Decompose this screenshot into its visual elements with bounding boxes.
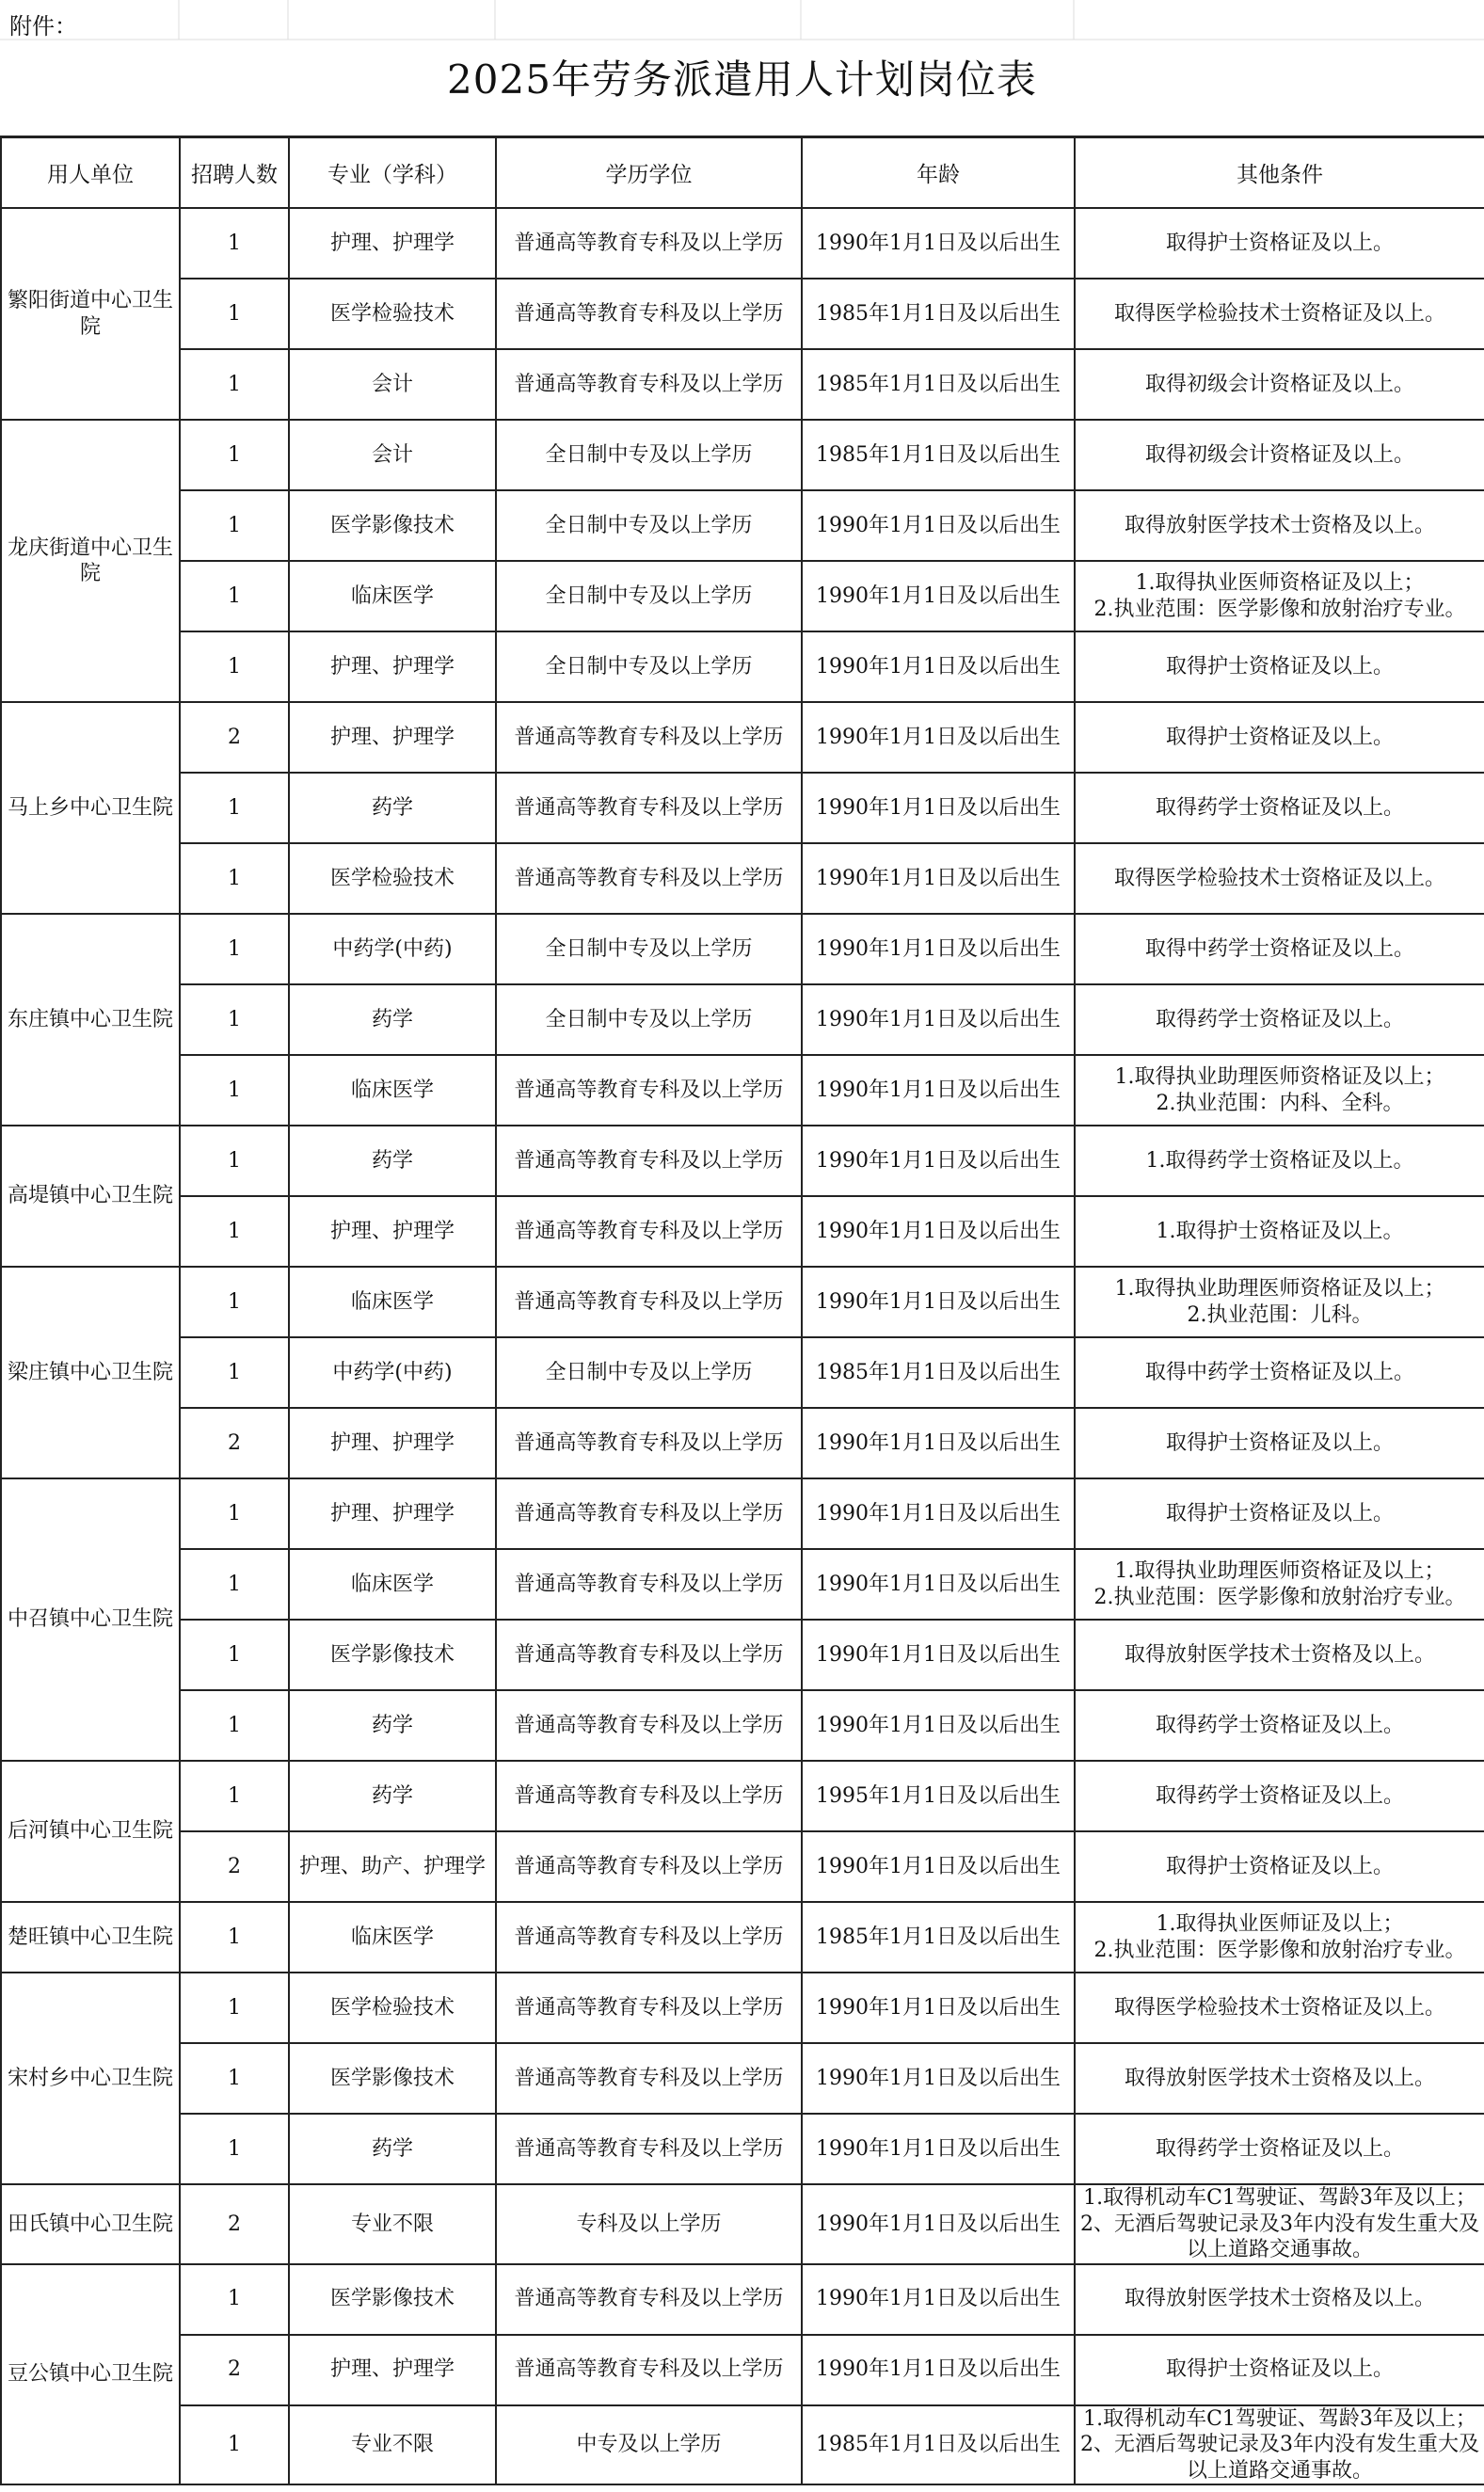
major-cell: 药学 xyxy=(289,1761,496,1831)
headcount-cell: 1 xyxy=(180,1267,289,1337)
age-cell: 1990年1月1日及以后出生 xyxy=(802,1196,1075,1267)
education-cell: 普通高等教育专科及以上学历 xyxy=(496,1196,802,1267)
table-row xyxy=(1,2264,1484,2335)
education-cell: 普通高等教育专科及以上学历 xyxy=(496,702,802,773)
major-cell: 护理、护理学 xyxy=(289,702,496,773)
education-cell: 普通高等教育专科及以上学历 xyxy=(496,1408,802,1478)
conditions-cell: 取得放射医学技术士资格及以上。 xyxy=(1075,490,1484,561)
education-cell: 普通高等教育专科及以上学历 xyxy=(496,1831,802,1902)
conditions-cell: 取得护士资格证及以上。 xyxy=(1075,702,1484,773)
age-cell: 1995年1月1日及以后出生 xyxy=(802,1761,1075,1831)
education-cell: 全日制中专及以上学历 xyxy=(496,420,802,490)
age-cell: 1990年1月1日及以后出生 xyxy=(802,208,1075,279)
table-row xyxy=(1,1478,1484,1549)
table-row xyxy=(1,208,1484,279)
table-body xyxy=(1,208,1484,2484)
education-cell: 专科及以上学历 xyxy=(496,2184,802,2264)
conditions-cell: 取得药学士资格证及以上。 xyxy=(1075,1761,1484,1831)
conditions-cell: 取得药学士资格证及以上。 xyxy=(1075,984,1484,1055)
conditions-cell: 1.取得机动车C1驾驶证、驾龄3年及以上；2、无酒后驾驶记录及3年内没有发生重大及以上道路交通事故。 xyxy=(1075,2405,1484,2485)
employer-unit-cell: 东庄镇中心卫生院 xyxy=(1,914,180,1126)
education-cell: 普通高等教育专科及以上学历 xyxy=(496,1690,802,1761)
major-cell: 会计 xyxy=(289,349,496,420)
education-cell: 普通高等教育专科及以上学历 xyxy=(496,1126,802,1196)
education-cell: 普通高等教育专科及以上学历 xyxy=(496,1973,802,2043)
employer-unit-cell: 田氏镇中心卫生院 xyxy=(1,2184,180,2264)
age-cell: 1990年1月1日及以后出生 xyxy=(802,702,1075,773)
headcount-cell: 2 xyxy=(180,702,289,773)
conditions-cell: 1.取得护士资格证及以上。 xyxy=(1075,1196,1484,1267)
conditions-cell: 取得药学士资格证及以上。 xyxy=(1075,2114,1484,2184)
conditions-cell: 取得中药学士资格证及以上。 xyxy=(1075,914,1484,984)
conditions-cell: 取得护士资格证及以上。 xyxy=(1075,1831,1484,1902)
headcount-cell: 1 xyxy=(180,843,289,914)
conditions-cell: 取得护士资格证及以上。 xyxy=(1075,631,1484,702)
table-row xyxy=(1,1196,1484,1267)
table-row xyxy=(1,279,1484,349)
headcount-cell: 1 xyxy=(180,1973,289,2043)
employer-unit-cell: 高堤镇中心卫生院 xyxy=(1,1126,180,1267)
employer-unit-cell: 豆公镇中心卫生院 xyxy=(1,2264,180,2485)
conditions-cell: 取得中药学士资格证及以上。 xyxy=(1075,1337,1484,1408)
major-cell: 医学影像技术 xyxy=(289,490,496,561)
table-row xyxy=(1,1126,1484,1196)
education-cell: 普通高等教育专科及以上学历 xyxy=(496,1761,802,1831)
major-cell: 医学检验技术 xyxy=(289,843,496,914)
major-cell: 专业不限 xyxy=(289,2405,496,2485)
headcount-cell: 1 xyxy=(180,1690,289,1761)
table-row xyxy=(1,1549,1484,1620)
conditions-cell: 取得放射医学技术士资格及以上。 xyxy=(1075,2043,1484,2114)
age-cell: 1990年1月1日及以后出生 xyxy=(802,1055,1075,1126)
age-cell: 1990年1月1日及以后出生 xyxy=(802,984,1075,1055)
age-cell: 1990年1月1日及以后出生 xyxy=(802,1408,1075,1478)
education-cell: 全日制中专及以上学历 xyxy=(496,561,802,631)
conditions-cell: 取得医学检验技术士资格证及以上。 xyxy=(1075,843,1484,914)
headcount-cell: 1 xyxy=(180,1196,289,1267)
education-cell: 普通高等教育专科及以上学历 xyxy=(496,2114,802,2184)
age-cell: 1990年1月1日及以后出生 xyxy=(802,1973,1075,2043)
education-cell: 普通高等教育专科及以上学历 xyxy=(496,279,802,349)
major-cell: 药学 xyxy=(289,1126,496,1196)
education-cell: 中专及以上学历 xyxy=(496,2405,802,2485)
education-cell: 普通高等教育专科及以上学历 xyxy=(496,1267,802,1337)
table-row xyxy=(1,631,1484,702)
age-cell: 1990年1月1日及以后出生 xyxy=(802,2184,1075,2264)
table-row xyxy=(1,1761,1484,1831)
education-cell: 普通高等教育专科及以上学历 xyxy=(496,1478,802,1549)
headcount-cell: 1 xyxy=(180,349,289,420)
employer-unit-cell: 后河镇中心卫生院 xyxy=(1,1761,180,1902)
major-cell: 临床医学 xyxy=(289,561,496,631)
headcount-cell: 1 xyxy=(180,420,289,490)
table-row xyxy=(1,702,1484,773)
header-unit: 用人单位 xyxy=(1,137,180,208)
table-row xyxy=(1,561,1484,631)
headcount-cell: 2 xyxy=(180,2335,289,2405)
age-cell: 1990年1月1日及以后出生 xyxy=(802,490,1075,561)
table-row xyxy=(1,773,1484,843)
header-major: 专业（学科） xyxy=(289,137,496,208)
headcount-cell: 1 xyxy=(180,1337,289,1408)
major-cell: 护理、护理学 xyxy=(289,208,496,279)
headcount-cell: 1 xyxy=(180,279,289,349)
table-row xyxy=(1,1690,1484,1761)
education-cell: 普通高等教育专科及以上学历 xyxy=(496,208,802,279)
education-cell: 普通高等教育专科及以上学历 xyxy=(496,773,802,843)
table-row xyxy=(1,2114,1484,2184)
headcount-cell: 1 xyxy=(180,631,289,702)
education-cell: 普通高等教育专科及以上学历 xyxy=(496,1620,802,1690)
major-cell: 医学检验技术 xyxy=(289,279,496,349)
headcount-cell: 1 xyxy=(180,2043,289,2114)
age-cell: 1990年1月1日及以后出生 xyxy=(802,1620,1075,1690)
employer-unit-cell: 龙庆街道中心卫生院 xyxy=(1,420,180,702)
age-cell: 1990年1月1日及以后出生 xyxy=(802,561,1075,631)
education-cell: 普通高等教育专科及以上学历 xyxy=(496,2043,802,2114)
age-cell: 1985年1月1日及以后出生 xyxy=(802,1337,1075,1408)
major-cell: 会计 xyxy=(289,420,496,490)
education-cell: 普通高等教育专科及以上学历 xyxy=(496,1902,802,1973)
employer-unit-cell: 梁庄镇中心卫生院 xyxy=(1,1267,180,1478)
major-cell: 护理、护理学 xyxy=(289,2335,496,2405)
education-cell: 全日制中专及以上学历 xyxy=(496,1337,802,1408)
conditions-cell: 取得药学士资格证及以上。 xyxy=(1075,1690,1484,1761)
age-cell: 1990年1月1日及以后出生 xyxy=(802,1831,1075,1902)
conditions-cell: 取得医学检验技术士资格证及以上。 xyxy=(1075,279,1484,349)
education-cell: 普通高等教育专科及以上学历 xyxy=(496,2264,802,2335)
table-row xyxy=(1,490,1484,561)
headcount-cell: 1 xyxy=(180,1549,289,1620)
conditions-cell: 1.取得机动车C1驾驶证、驾龄3年及以上；2、无酒后驾驶记录及3年内没有发生重大及以上道路交通事故。 xyxy=(1075,2184,1484,2264)
headcount-cell: 2 xyxy=(180,1831,289,1902)
table-row xyxy=(1,843,1484,914)
major-cell: 护理、护理学 xyxy=(289,1478,496,1549)
table-row xyxy=(1,1267,1484,1337)
conditions-cell: 取得放射医学技术士资格及以上。 xyxy=(1075,2264,1484,2335)
headcount-cell: 1 xyxy=(180,1478,289,1549)
page-title: 2025年劳务派遣用人计划岗位表 xyxy=(447,56,1037,103)
table-row xyxy=(1,2043,1484,2114)
age-cell: 1990年1月1日及以后出生 xyxy=(802,914,1075,984)
header-education: 学历学位 xyxy=(496,137,802,208)
employer-unit-cell: 宋村乡中心卫生院 xyxy=(1,1973,180,2184)
headcount-cell: 2 xyxy=(180,1408,289,1478)
employer-unit-cell: 楚旺镇中心卫生院 xyxy=(1,1902,180,1973)
major-cell: 临床医学 xyxy=(289,1902,496,1973)
conditions-cell: 取得初级会计资格证及以上。 xyxy=(1075,349,1484,420)
conditions-cell: 取得医学检验技术士资格证及以上。 xyxy=(1075,1973,1484,2043)
headcount-cell: 2 xyxy=(180,2184,289,2264)
education-cell: 普通高等教育专科及以上学历 xyxy=(496,2335,802,2405)
headcount-cell: 1 xyxy=(180,1761,289,1831)
major-cell: 专业不限 xyxy=(289,2184,496,2264)
age-cell: 1985年1月1日及以后出生 xyxy=(802,279,1075,349)
age-cell: 1990年1月1日及以后出生 xyxy=(802,1126,1075,1196)
table-row xyxy=(1,984,1484,1055)
table-row xyxy=(1,1337,1484,1408)
age-cell: 1990年1月1日及以后出生 xyxy=(802,1690,1075,1761)
conditions-cell: 1.取得执业医师证及以上； 2.执业范围：医学影像和放射治疗专业。 xyxy=(1075,1902,1484,1973)
table-row xyxy=(1,349,1484,420)
conditions-cell: 取得药学士资格证及以上。 xyxy=(1075,773,1484,843)
major-cell: 药学 xyxy=(289,984,496,1055)
headcount-cell: 1 xyxy=(180,2264,289,2335)
age-cell: 1990年1月1日及以后出生 xyxy=(802,2043,1075,2114)
employer-unit-cell: 繁阳街道中心卫生院 xyxy=(1,208,180,420)
table-row xyxy=(1,1408,1484,1478)
header-age: 年龄 xyxy=(802,137,1075,208)
table-row xyxy=(1,1831,1484,1902)
employer-unit-cell: 中召镇中心卫生院 xyxy=(1,1478,180,1761)
table-row xyxy=(1,2335,1484,2405)
education-cell: 全日制中专及以上学历 xyxy=(496,914,802,984)
age-cell: 1990年1月1日及以后出生 xyxy=(802,773,1075,843)
header-conditions: 其他条件 xyxy=(1075,137,1484,208)
major-cell: 临床医学 xyxy=(289,1055,496,1126)
major-cell: 医学影像技术 xyxy=(289,2043,496,2114)
education-cell: 全日制中专及以上学历 xyxy=(496,490,802,561)
conditions-cell: 1.取得执业助理医师资格证及以上； 2.执业范围：医学影像和放射治疗专业。 xyxy=(1075,1549,1484,1620)
age-cell: 1985年1月1日及以后出生 xyxy=(802,349,1075,420)
conditions-cell: 取得初级会计资格证及以上。 xyxy=(1075,420,1484,490)
conditions-cell: 1.取得执业助理医师资格证及以上； 2.执业范围：内科、全科。 xyxy=(1075,1055,1484,1126)
age-cell: 1990年1月1日及以后出生 xyxy=(802,2335,1075,2405)
table-row xyxy=(1,420,1484,490)
major-cell: 临床医学 xyxy=(289,1549,496,1620)
age-cell: 1990年1月1日及以后出生 xyxy=(802,1478,1075,1549)
table-row xyxy=(1,1973,1484,2043)
age-cell: 1985年1月1日及以后出生 xyxy=(802,420,1075,490)
table-row xyxy=(1,1620,1484,1690)
conditions-cell: 取得护士资格证及以上。 xyxy=(1075,2335,1484,2405)
major-cell: 医学影像技术 xyxy=(289,1620,496,1690)
major-cell: 中药学(中药) xyxy=(289,914,496,984)
headcount-cell: 1 xyxy=(180,914,289,984)
age-cell: 1985年1月1日及以后出生 xyxy=(802,1902,1075,1973)
job-plan-table xyxy=(0,136,1484,2485)
conditions-cell: 1.取得药学士资格证及以上。 xyxy=(1075,1126,1484,1196)
headcount-cell: 1 xyxy=(180,984,289,1055)
age-cell: 1985年1月1日及以后出生 xyxy=(802,2405,1075,2485)
attachment-label: 附件： xyxy=(9,13,77,40)
table-row xyxy=(1,2184,1484,2264)
headcount-cell: 1 xyxy=(180,2114,289,2184)
major-cell: 医学影像技术 xyxy=(289,2264,496,2335)
education-cell: 全日制中专及以上学历 xyxy=(496,984,802,1055)
major-cell: 护理、护理学 xyxy=(289,1408,496,1478)
major-cell: 药学 xyxy=(289,773,496,843)
age-cell: 1990年1月1日及以后出生 xyxy=(802,2264,1075,2335)
conditions-cell: 取得护士资格证及以上。 xyxy=(1075,1478,1484,1549)
headcount-cell: 1 xyxy=(180,1126,289,1196)
age-cell: 1990年1月1日及以后出生 xyxy=(802,2114,1075,2184)
education-cell: 全日制中专及以上学历 xyxy=(496,631,802,702)
major-cell: 药学 xyxy=(289,2114,496,2184)
conditions-cell: 取得护士资格证及以上。 xyxy=(1075,208,1484,279)
major-cell: 护理、护理学 xyxy=(289,1196,496,1267)
major-cell: 中药学(中药) xyxy=(289,1337,496,1408)
education-cell: 普通高等教育专科及以上学历 xyxy=(496,1549,802,1620)
headcount-cell: 1 xyxy=(180,208,289,279)
major-cell: 药学 xyxy=(289,1690,496,1761)
age-cell: 1990年1月1日及以后出生 xyxy=(802,1267,1075,1337)
headcount-cell: 1 xyxy=(180,1055,289,1126)
headcount-cell: 1 xyxy=(180,2405,289,2485)
major-cell: 护理、护理学 xyxy=(289,631,496,702)
headcount-cell: 1 xyxy=(180,561,289,631)
headcount-cell: 1 xyxy=(180,490,289,561)
table-row xyxy=(1,2405,1484,2485)
education-cell: 普通高等教育专科及以上学历 xyxy=(496,843,802,914)
headcount-cell: 1 xyxy=(180,773,289,843)
major-cell: 医学检验技术 xyxy=(289,1973,496,2043)
conditions-cell: 取得护士资格证及以上。 xyxy=(1075,1408,1484,1478)
education-cell: 普通高等教育专科及以上学历 xyxy=(496,349,802,420)
major-cell: 护理、助产、护理学 xyxy=(289,1831,496,1902)
education-cell: 普通高等教育专科及以上学历 xyxy=(496,1055,802,1126)
table-header-row xyxy=(1,137,1484,208)
age-cell: 1990年1月1日及以后出生 xyxy=(802,1549,1075,1620)
table-row xyxy=(1,1055,1484,1126)
major-cell: 临床医学 xyxy=(289,1267,496,1337)
conditions-cell: 1.取得执业医师资格证及以上； 2.执业范围：医学影像和放射治疗专业。 xyxy=(1075,561,1484,631)
headcount-cell: 1 xyxy=(180,1620,289,1690)
employer-unit-cell: 马上乡中心卫生院 xyxy=(1,702,180,914)
header-count: 招聘人数 xyxy=(180,137,289,208)
conditions-cell: 1.取得执业助理医师资格证及以上； 2.执业范围：儿科。 xyxy=(1075,1267,1484,1337)
table-row xyxy=(1,914,1484,984)
headcount-cell: 1 xyxy=(180,1902,289,1973)
age-cell: 1990年1月1日及以后出生 xyxy=(802,843,1075,914)
table-row xyxy=(1,1902,1484,1973)
age-cell: 1990年1月1日及以后出生 xyxy=(802,631,1075,702)
conditions-cell: 取得放射医学技术士资格及以上。 xyxy=(1075,1620,1484,1690)
